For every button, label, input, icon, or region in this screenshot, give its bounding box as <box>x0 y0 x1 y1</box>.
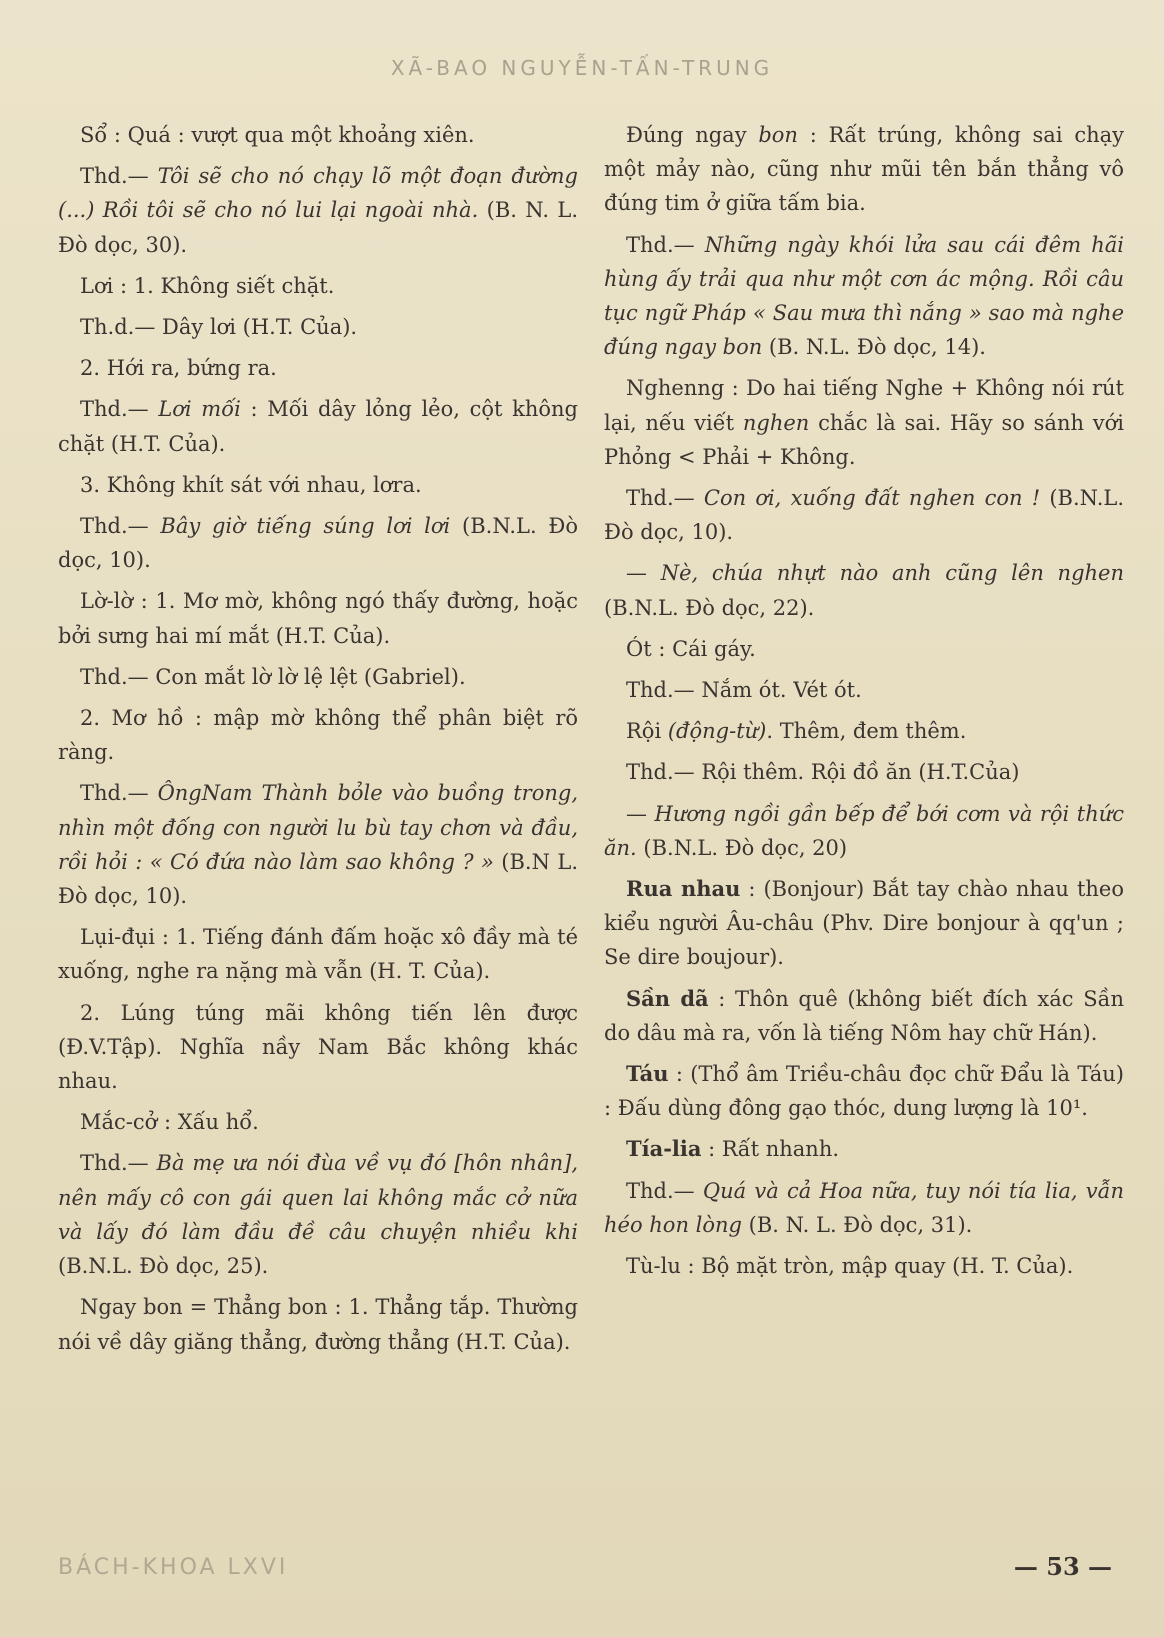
dictionary-entry-paragraph <box>604 1249 1124 1283</box>
entry-text: Thd.— <box>626 486 704 511</box>
dictionary-entry-paragraph <box>58 1290 578 1358</box>
footer-magazine-name: BÁCH-KHOA LXVI <box>58 1555 289 1580</box>
entry-text: Tù-lu : Bộ mặt tròn, mập quay (H. T. Của). <box>626 1254 1074 1279</box>
entry-text: : Mối dây lỏng lẻo, cột không chặt (H.T. Của). <box>58 397 578 456</box>
dictionary-entry-paragraph <box>58 920 578 988</box>
dictionary-entry-paragraph <box>604 982 1124 1050</box>
dictionary-entry-paragraph <box>58 118 578 152</box>
entry-text: (B.N.L. Đò dọc, 10). <box>58 514 578 573</box>
entry-text: — <box>626 561 661 586</box>
entry-text: 2. Lúng túng mãi không tiến lên được (Đ.V.Tập). Nghĩa nầy Nam Bắc không khác nhau. <box>58 1000 578 1094</box>
entry-text: Ngay bon = Thẳng bon : 1. Thẳng tắp. Thường nói về dây giăng thẳng, đường thẳng (H.T. Của). <box>58 1295 578 1354</box>
entry-term: Tía-lia <box>626 1136 702 1162</box>
example-citation: (động-từ) <box>667 719 767 744</box>
example-citation: Tôi sẽ cho nó chạy lõ một đoạn đường (...) Rồi tôi sẽ cho nó lui lại ngoài nhà. <box>58 164 578 223</box>
example-citation: ÔngNam Thành bỏle vào buồng trong, nhìn một đống con người lu bù tay chơn và đầu, rồi hỏi : « Có đứa nào làm sao không ? » <box>58 781 578 874</box>
entry-text: Lờ-lờ : 1. Mơ mờ, không ngó thấy đường, hoặc bởi sưng hai mí mắt (H.T. Của). <box>58 589 578 648</box>
dictionary-entry-paragraph <box>58 351 578 385</box>
entry-text: Thd.— Rội thêm. Rội đồ ăn (H.T.Của) <box>626 760 1020 785</box>
dictionary-entry-paragraph <box>58 701 578 769</box>
dictionary-entry-paragraph <box>604 228 1124 365</box>
dictionary-entry-paragraph <box>604 118 1124 221</box>
dictionary-entry-paragraph <box>604 556 1124 624</box>
dictionary-entry-paragraph <box>604 1057 1124 1125</box>
entry-text: : (Bonjour) Bắt tay chào nhau theo kiểu người Âu-châu (Phv. Dire bonjour à qq'un ; Se dire boujour). <box>604 877 1124 970</box>
entry-text: Rội <box>626 719 668 744</box>
dictionary-entry-paragraph <box>58 159 578 262</box>
entry-text: (B.N.L. Đò dọc, 22). <box>604 595 815 620</box>
dictionary-entry-paragraph <box>58 776 578 913</box>
dictionary-entry-paragraph <box>58 1105 578 1139</box>
entry-text: (B. N. L. Đò dọc, 30). <box>58 198 578 257</box>
example-citation: Con ơi, xuống đất nghen con ! <box>703 486 1041 511</box>
dictionary-entry-paragraph <box>58 392 578 460</box>
entry-text: Thd.— <box>80 164 158 189</box>
entry-text: Đúng ngay <box>626 123 759 147</box>
entry-text: 3. Không khít sát với nhau, lơra. <box>80 472 422 497</box>
dictionary-entry-paragraph <box>604 632 1124 666</box>
entry-term: Sần dã <box>626 985 709 1011</box>
left-column <box>58 118 578 1366</box>
example-citation: Bà mẹ ưa nói đùa về vụ đó [hôn nhân], nên mấy cô con gái quen lai không mắc cở nữa và lấy đó làm đầu đề câu chuyện nhiều khi <box>58 1151 578 1244</box>
dictionary-entry-paragraph <box>604 755 1124 789</box>
dictionary-entry-paragraph <box>604 872 1124 975</box>
example-citation: nghen <box>742 410 810 435</box>
entry-text: (B.N.L. Đò dọc, 10). <box>604 486 1124 545</box>
entry-text: 2. Mơ hồ : mập mờ không thể phân biệt rõ ràng. <box>58 706 578 765</box>
dictionary-entry-paragraph <box>604 481 1124 549</box>
entry-text: Thd.— Nắm ót. Vét ót. <box>626 678 862 703</box>
example-citation: Lơi mối <box>158 397 241 422</box>
entry-text: chắc là sai. Hãy so sánh với Phỏng < Phải + Không. <box>604 410 1125 469</box>
entry-text: Thd.— <box>626 232 705 257</box>
entry-text: : (Thổ âm Triều-châu đọc chữ Đẩu là Táu) : Đấu dùng đông gạo thóc, dung lượng là 10¹. <box>604 1062 1124 1121</box>
entry-text: (B. N.L. Đò dọc, 14). <box>762 335 986 360</box>
entry-text: Thd.— <box>80 397 159 422</box>
dictionary-entry-paragraph <box>58 310 578 344</box>
dictionary-entry-paragraph <box>604 673 1124 707</box>
entry-text: Sổ : Quá : vượt qua một khoảng xiên. <box>80 123 475 147</box>
right-column <box>604 118 1124 1290</box>
entry-text: (B.N.L. Đò dọc, 20) <box>636 835 848 860</box>
entry-text: Lụi-đụi : 1. Tiếng đánh đấm hoặc xô đầy mà té xuống, nghe ra nặng mà vẫn (H. T. Của). <box>58 925 578 984</box>
entry-text: Thd.— <box>626 1178 703 1203</box>
example-citation: bon <box>758 123 798 147</box>
dictionary-entry-paragraph <box>58 509 578 577</box>
running-head: XÃ-BAO NGUYỄN-TẤN-TRUNG <box>390 56 774 80</box>
dictionary-entry-paragraph <box>58 269 578 303</box>
example-citation: Quá và cả Hoa nữa, tuy nói tía lia, vẫn héo hon lòng <box>604 1178 1125 1237</box>
entry-text: Nghenng : Do hai tiếng Nghe + Không nói rút lại, nếu viết <box>604 376 1124 435</box>
example-citation: Những ngày khói lửa sau cái đêm hãi hùng ấy trải qua như một cơn ác mộng. Rồi câu tục ngữ Pháp « Sau mưa thì nắng » sao mà nghe đúng ngay bon <box>604 232 1124 360</box>
entry-text: Lơi : 1. Không siết chặt. <box>80 273 335 298</box>
dictionary-entry-paragraph <box>604 1132 1124 1166</box>
entry-text: Mắc-cở : Xấu hổ. <box>80 1110 259 1135</box>
example-citation: Hương ngồi gần bếp để bới cơm và rội thức ăn. <box>604 801 1124 860</box>
entry-text: Thd.— <box>80 514 161 539</box>
entry-text: — <box>626 801 655 826</box>
page-number: — 53 — <box>1013 1552 1112 1581</box>
entry-term: Táu <box>626 1061 669 1087</box>
dictionary-entry-paragraph <box>58 660 578 694</box>
example-citation: Bây giờ tiếng súng lơi lơi <box>160 514 451 539</box>
entry-term: Rua nhau <box>626 876 741 902</box>
entry-text: Thd.— <box>80 781 158 806</box>
entry-text: . Thêm, đem thêm. <box>766 719 967 744</box>
dictionary-entry-paragraph <box>58 1146 578 1283</box>
example-citation: Nè, chúa nhựt nào anh cũng lên nghen <box>660 561 1124 586</box>
entry-text: : Rất nhanh. <box>701 1137 840 1162</box>
entry-text: Ót : Cái gáy. <box>626 636 756 661</box>
dictionary-entry-paragraph <box>58 468 578 502</box>
dictionary-entry-paragraph <box>58 996 578 1099</box>
entry-text: Th.d.— Dây lơi (H.T. Của). <box>80 315 358 340</box>
dictionary-entry-paragraph <box>604 1174 1124 1242</box>
dictionary-entry-paragraph <box>604 371 1124 474</box>
entry-text: : Rất trúng, không sai chạy một mảy nào, cũng như mũi tên bắn thẳng vô đúng tim ở giữa tấm bia. <box>604 123 1124 216</box>
dictionary-entry-paragraph <box>604 797 1124 865</box>
entry-text: 2. Hới ra, bứng ra. <box>80 356 277 381</box>
entry-text: (B.N L. Đò dọc, 10). <box>58 849 578 909</box>
dictionary-entry-paragraph <box>604 714 1124 748</box>
entry-text: Thd.— <box>80 1151 157 1176</box>
dictionary-entry-paragraph <box>58 584 578 652</box>
entry-text: : Thôn quê (không biết đích xác Sần do dâu mà ra, vốn là tiếng Nôm hay chữ Hán). <box>604 986 1124 1045</box>
entry-text: (B. N. L. Đò dọc, 31). <box>741 1212 973 1237</box>
entry-text: (B.N.L. Đò dọc, 25). <box>58 1254 269 1279</box>
entry-text: Thd.— Con mắt lờ lờ lệ lệt (Gabriel). <box>80 664 466 689</box>
